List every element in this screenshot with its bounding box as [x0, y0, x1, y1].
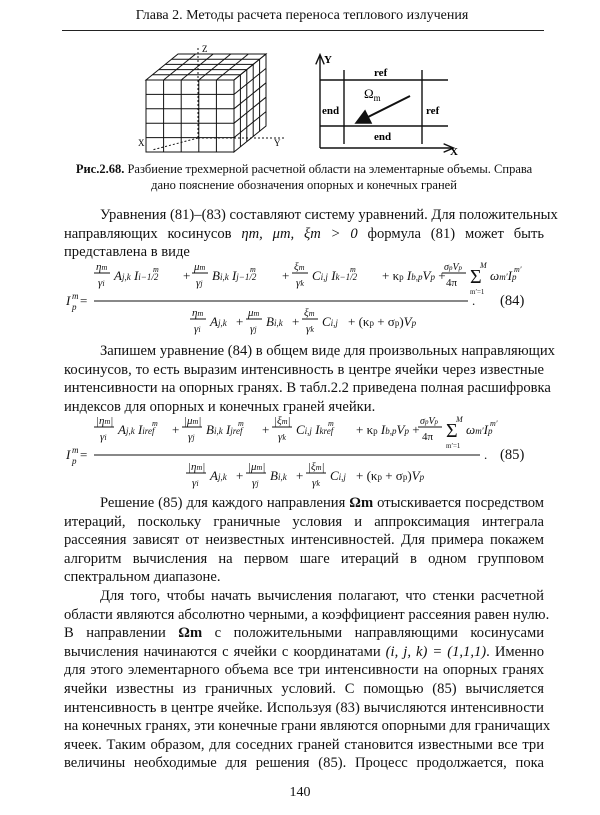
svg-text:σpVp: σpVp: [420, 416, 439, 427]
svg-text:Bi,k: Bi,k: [270, 468, 287, 483]
text-line: ячейки известны из граничных условий. С помощью (85) вычисляется: [64, 680, 544, 697]
svg-text:M: M: [480, 261, 487, 270]
equation-84: [60, 260, 550, 340]
svg-text:Bi,k Ijref: Bi,k Ijref: [206, 422, 243, 437]
svg-text:γi: γi: [192, 477, 199, 489]
svg-text:Ci,j Ik−1/2: Ci,j Ik−1/2: [312, 268, 358, 283]
svg-text:m′: m′: [490, 419, 498, 428]
svg-text:σpVp: σpVp: [444, 262, 463, 273]
svg-text:Σ: Σ: [446, 420, 458, 442]
svg-text:m: m: [153, 265, 159, 274]
svg-text:ωm′Ip: ωm′Ip: [466, 422, 493, 437]
text-line: на конечных гранях, эти конечные грани являются опорными для граничащих: [64, 718, 551, 735]
caption-text-2: дано пояснение обозначения опорных и конечных граней: [151, 178, 457, 192]
cube-x-axis-label: X: [138, 138, 145, 148]
svg-text:m′=1: m′=1: [470, 288, 485, 296]
svg-text:=: =: [80, 447, 88, 462]
svg-text:+: +: [262, 422, 270, 437]
svg-text:ηm: ηm: [96, 261, 108, 273]
ref-top-label: ref: [374, 67, 388, 79]
text-line: Для того, чтобы начать вычисления полагают, что стенки расчетной: [100, 588, 544, 604]
cube-grid-figure: [136, 42, 296, 160]
svg-text:M: M: [456, 415, 463, 424]
schema-x-axis-label: X: [450, 146, 458, 158]
chapter-header: Глава 2. Методы расчета переноса теплового излучения: [135, 8, 469, 23]
text-line: алгоритм вычисления на первом шаге итераций в одном групповом: [64, 550, 544, 567]
text-line: для этого элементарного объема все три интенсивности на опорных гранях: [64, 662, 544, 679]
text-line: величины необходимые для решения (85). Процесс продолжается, пока: [64, 755, 544, 772]
svg-text:|μm|: |μm|: [184, 415, 202, 427]
end-bottom-label: end: [374, 131, 392, 143]
svg-text:+: +: [172, 422, 180, 437]
text-line: косинусов, то есть выразим интенсивность в центре ячейки через известные: [64, 361, 544, 378]
svg-text:+: +: [282, 268, 290, 283]
svg-text:|ηm|: |ηm|: [96, 415, 114, 427]
text-line: индексов для опорных и конечных граней ячейки.: [64, 398, 376, 415]
svg-text:Ci,j: Ci,j: [322, 314, 338, 329]
text-line: итераций, поскольку граничные условия и аппроксимация интеграла: [64, 513, 544, 530]
svg-text:Σ: Σ: [470, 266, 482, 288]
svg-text:p: p: [72, 456, 77, 466]
equation-84-number: (84): [500, 293, 525, 309]
svg-text:Ci,j Ikref: Ci,j Ikref: [296, 422, 334, 437]
paragraph-1: [64, 206, 558, 262]
svg-text:Aj,k Ii−1/2: Aj,k Ii−1/2: [114, 268, 159, 283]
svg-text:γj: γj: [250, 323, 257, 335]
svg-text:ηm: ηm: [192, 307, 204, 319]
svg-text:γj: γj: [196, 277, 203, 289]
cube-y-axis-label: Y: [274, 138, 281, 148]
svg-text:m′=1: m′=1: [446, 442, 461, 450]
text-line: интенсивности на опорных гранях. В табл.2.2 приведена полная расшифровка: [64, 380, 551, 397]
svg-text:m: m: [328, 419, 334, 428]
svg-text:4π: 4π: [422, 431, 434, 443]
svg-text:=: =: [80, 293, 88, 308]
end-left-label: end: [322, 105, 340, 117]
svg-text:|μm|: |μm|: [248, 461, 266, 473]
paragraph-4: [64, 587, 551, 773]
text-line: вычисления начинаются с ячейки с координатами (i, j, k) = (1,1,1). Именно: [64, 643, 545, 660]
svg-text:+: +: [296, 468, 304, 483]
svg-text:|ξm|: |ξm|: [308, 461, 325, 473]
caption-text-1: Разбиение трехмерной расчетной области на элементарные объемы. Справа: [127, 162, 533, 176]
svg-text:+: +: [292, 314, 300, 329]
paragraph-3: [64, 494, 544, 587]
svg-text:+: +: [236, 314, 244, 329]
text-line: направляющих косинусов ηm, μm, ξm > 0 формула (81) может быть: [64, 225, 544, 242]
svg-text:μm: μm: [248, 307, 260, 319]
svg-text:γj: γj: [252, 477, 259, 489]
equation-85: [60, 414, 550, 494]
svg-text:ωm′Ip: ωm′Ip: [490, 268, 517, 283]
svg-text:+ (κp + σp)Vp: + (κp + σp)Vp: [356, 468, 425, 483]
svg-text:I: I: [66, 447, 71, 462]
svg-text:γk: γk: [306, 323, 314, 335]
face-notation-figure: [312, 52, 464, 160]
svg-text:m′: m′: [514, 265, 522, 274]
page-number: 140: [289, 785, 311, 800]
svg-text:ξm: ξm: [294, 261, 305, 273]
svg-text:Bi,k: Bi,k: [266, 314, 283, 329]
svg-text:μm: μm: [194, 261, 206, 273]
svg-text:4π: 4π: [446, 277, 458, 289]
text-line: рассеяния зависят от неизвестных интенсивностей. Для примера покажем: [64, 532, 544, 549]
header-rule: [62, 30, 544, 31]
caption-label: Рис.2.68.: [75, 162, 125, 176]
svg-text:γk: γk: [296, 277, 304, 289]
svg-text:Aj,k Iiref: Aj,k Iiref: [118, 422, 155, 437]
svg-text:+: +: [236, 468, 244, 483]
text-line: спектральном диапазоне.: [64, 569, 221, 586]
svg-text:m: m: [152, 419, 158, 428]
cube-z-axis-label: Z: [202, 44, 208, 54]
svg-text:m: m: [238, 419, 244, 428]
svg-text:+ κp Ib,pVp +: + κp Ib,pVp +: [382, 268, 446, 283]
ref-right-label: ref: [426, 105, 440, 117]
svg-text:.: .: [472, 293, 476, 308]
text-line: интенсивность в центре ячейке. Используя (83) вычисляются интенсивности: [64, 699, 544, 716]
text-line: В направлении Ωm с положительными направляющими косинусами: [64, 625, 545, 642]
svg-text:+ κp Ib,pVp +: + κp Ib,pVp +: [356, 422, 420, 437]
svg-text:.: .: [484, 447, 488, 462]
svg-text:γi: γi: [100, 431, 107, 443]
svg-text:γk: γk: [312, 477, 320, 489]
svg-text:|ξm|: |ξm|: [274, 415, 291, 427]
svg-text:I: I: [66, 293, 71, 308]
svg-text:m: m: [250, 265, 256, 274]
text-line: представлена в виде: [64, 244, 190, 261]
text-line: Решение (85) для каждого направления Ωm отыскивается посредством: [100, 495, 544, 511]
svg-text:m: m: [72, 291, 79, 301]
text-line: ячеек. Таким образом, для соседних граней становится известными все три: [64, 736, 544, 753]
schema-y-axis-label: Y: [324, 54, 332, 66]
svg-text:+: +: [183, 268, 191, 283]
omega-label: $\Omega_m$: [364, 86, 381, 103]
svg-text:γi: γi: [98, 277, 105, 289]
svg-text:m: m: [72, 445, 79, 455]
svg-text:m: m: [350, 265, 356, 274]
svg-text:ξm: ξm: [304, 307, 315, 319]
text-line: Запишем уравнение (84) в общем виде для произвольных направляющих: [100, 343, 555, 359]
svg-text:Bi,k Ij−1/2: Bi,k Ij−1/2: [212, 268, 257, 283]
svg-text:Aj,k: Aj,k: [210, 468, 227, 483]
svg-text:|ηm|: |ηm|: [188, 461, 206, 473]
svg-text:+ (κp + σp)Vp: + (κp + σp)Vp: [348, 314, 417, 329]
svg-text:Aj,k: Aj,k: [210, 314, 227, 329]
equation-85-number: (85): [500, 447, 525, 463]
svg-text:γk: γk: [278, 431, 286, 443]
svg-text:Ci,j: Ci,j: [330, 468, 346, 483]
svg-text:γj: γj: [188, 431, 195, 443]
figure-caption: [64, 161, 544, 193]
text-line: области являются абсолютно черными, а коэффициент рассеяния равен нулю.: [64, 606, 550, 623]
paragraph-2: [64, 342, 555, 416]
svg-text:γi: γi: [194, 323, 201, 335]
svg-text:p: p: [72, 302, 77, 312]
text-line: Уравнения (81)–(83) составляют систему уравнений. Для положительных: [100, 207, 558, 223]
